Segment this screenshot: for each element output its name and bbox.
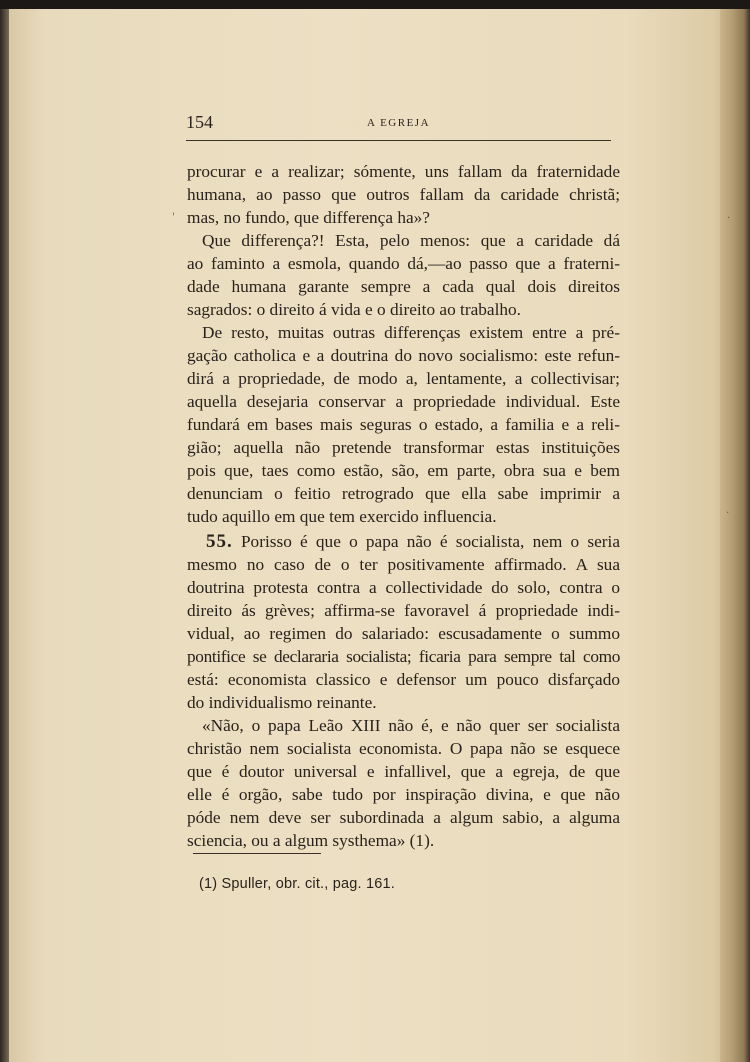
text-line: sciencia, ou a algum systhema» (1).	[187, 831, 435, 850]
text-line: mas, no fundo, que differença ha»?	[187, 208, 430, 227]
text-line: denunciam o feitio retrogrado que ella sabe imprimir a	[187, 484, 620, 503]
page-right-edge	[720, 9, 750, 1062]
section-first-line	[206, 530, 620, 553]
text-line: dade humana garante sempre a cada qual dois direitos	[187, 277, 620, 296]
section-number: 55.	[206, 531, 233, 552]
text-line: pontifice se declararia socialista; ficaria para sempre tal como	[187, 647, 620, 666]
text-line: De resto, muitas outras differenças existem entre a pré-	[202, 323, 620, 342]
margin-speck: '	[172, 212, 175, 223]
page-left-edge	[0, 9, 9, 1062]
text-line: gação catholica e a doutrina do novo socialismo: este refun-	[187, 346, 620, 365]
text-line: christão nem socialista economista. O papa não se esquece	[187, 739, 620, 758]
text-line: ao faminto a esmola, quando dá,—ao passo que a fraterni-	[187, 254, 620, 273]
text-line: Porisso é que o papa não é socialista, nem o seria	[232, 532, 620, 551]
footnote: (1) Spuller, obr. cit., pag. 161.	[199, 876, 396, 892]
text-line: que é doutor universal e infallivel, que a egreja, de que	[187, 762, 620, 781]
footnote-rule	[193, 853, 321, 854]
text-line: pois que, taes como estão, são, em parte, obra sua e bem	[187, 461, 620, 480]
text-line: aquella desejaria conservar a propriedade individual. Este	[187, 392, 620, 411]
text-line: vidual, ao regimen do salariado: escusadamente o summo	[187, 624, 620, 643]
running-head	[186, 112, 611, 141]
text-line: Que differença?! Esta, pelo menos: que a caridade dá	[202, 231, 620, 250]
text-line: procurar e a realizar; sómente, uns fallam da fraternidade	[187, 162, 620, 181]
text-line: do individualismo reinante.	[187, 693, 377, 712]
margin-speck: .	[726, 505, 730, 516]
text-line: póde nem deve ser subordinada a algum sabio, a alguma	[187, 808, 620, 827]
running-title: A EGREJA	[366, 117, 431, 129]
text-line: fundará em bases mais seguras o estado, a familia e a reli-	[187, 415, 620, 434]
page-number: 154	[186, 112, 213, 132]
text-line: elle é orgão, sabe tudo por inspiração divina, e que não	[187, 785, 620, 804]
text-line: humana, ao passo que outros fallam da caridade christã;	[187, 185, 620, 204]
text-line: está: economista classico e defensor um pouco disfarçado	[187, 670, 620, 689]
text-line: sagrados: o direito á vida e o direito ao trabalho.	[187, 300, 521, 319]
text-line: «Não, o papa Leão XIII não é, e não quer ser socialista	[202, 716, 620, 735]
text-line: gião; aquella não pretende transformar estas instituições	[187, 438, 620, 457]
text-line: direito ás grèves; affirma-se favoravel á propriedade indi-	[187, 601, 620, 620]
text-line: doutrina protesta contra a collectividade do solo, contra o	[187, 578, 620, 597]
text-line: mesmo no caso de o ter positivamente affirmado. A sua	[187, 555, 620, 574]
margin-speck: .	[727, 210, 731, 221]
text-line: dirá a propriedade, de modo a, lentamente, a collectivisar;	[187, 369, 620, 388]
text-line: tudo aquillo em que tem exercido influencia.	[187, 507, 497, 526]
